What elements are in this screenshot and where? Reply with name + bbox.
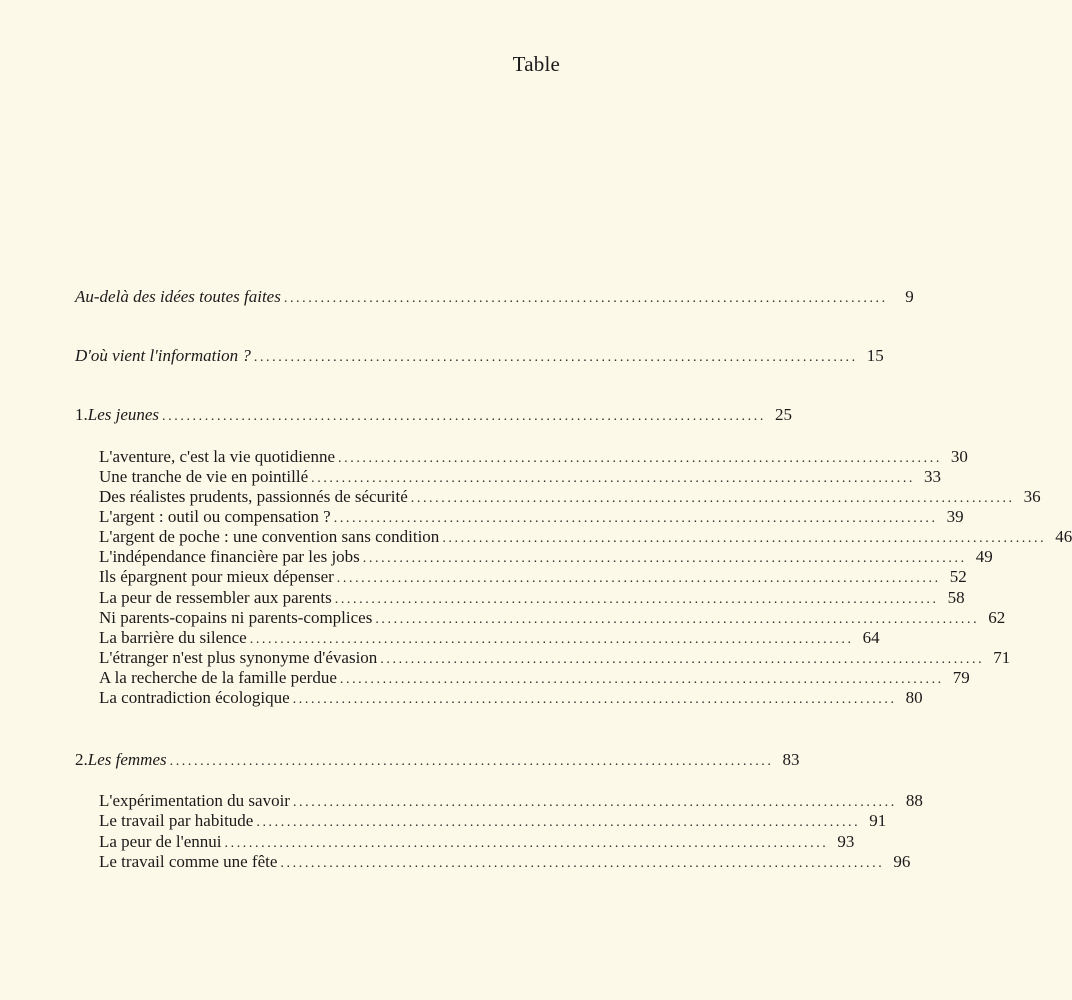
toc-section — [99, 688, 923, 710]
toc-section — [99, 547, 993, 569]
section-page: 52 — [949, 567, 967, 586]
section-title: A la recherche de la famille perdue — [99, 668, 337, 687]
section-page: 88 — [905, 791, 923, 810]
toc-section — [99, 588, 965, 610]
section-title: L'expérimentation du savoir — [99, 791, 290, 810]
section-title: L'étranger n'est plus synonyme d'évasion — [99, 648, 378, 667]
chapter-title: Les femmes — [87, 750, 167, 769]
chapter-heading-1 — [75, 405, 792, 427]
section-page: 96 — [893, 852, 911, 871]
section-title: L'argent : outil ou compensation ? — [99, 507, 331, 526]
section-title: La barrière du silence — [99, 628, 247, 647]
section-title: Le travail comme une fête — [99, 852, 278, 871]
section-title: Ni parents-copains ni parents-complices — [99, 608, 373, 627]
dot-leader: ................................................................................................... — [292, 795, 897, 810]
section-page: 46 — [1055, 527, 1072, 546]
section-page: 91 — [869, 811, 887, 830]
section-page: 58 — [947, 588, 965, 607]
chapter-number: 2. — [75, 750, 88, 769]
dot-leader: ................................................................................................... — [336, 571, 941, 586]
section-page: 36 — [1023, 487, 1041, 506]
toc-section — [99, 447, 968, 469]
toc-section — [99, 608, 1006, 630]
section-title: L'aventure, c'est la vie quotidienne — [99, 447, 336, 466]
toc-section — [99, 791, 923, 813]
dot-leader: ................................................................................................... — [375, 612, 980, 627]
toc-section — [99, 668, 970, 690]
section-page: 30 — [950, 447, 968, 466]
toc-section — [99, 527, 1072, 549]
dot-leader: ................................................................................................... — [256, 815, 861, 830]
dot-leader: ................................................................................................... — [380, 652, 985, 667]
dot-leader: ................................................................................................... — [311, 471, 916, 486]
toc-section — [99, 648, 1011, 670]
toc-entry-information — [75, 346, 884, 368]
toc-entry-page: 9 — [905, 287, 914, 306]
section-title: L'argent de poche : une convention sans condition — [99, 527, 440, 546]
toc-entry-page: 15 — [866, 346, 884, 365]
section-title: Ils épargnent pour mieux dépenser — [99, 567, 334, 586]
section-page: 64 — [862, 628, 880, 647]
dot-leader: ................................................................................................... — [253, 350, 858, 365]
section-page: 49 — [975, 547, 993, 566]
chapter-page: 83 — [782, 750, 800, 769]
chapter-page: 25 — [774, 405, 792, 424]
chapter-title: Les jeunes — [87, 405, 160, 424]
toc-section — [99, 567, 967, 589]
toc-entry-title: D'où vient l'information ? — [75, 346, 251, 365]
dot-leader: ................................................................................................... — [338, 451, 942, 466]
page-title: Table — [512, 52, 560, 76]
dot-leader: ................................................................................................... — [162, 409, 766, 424]
section-page: 62 — [988, 608, 1006, 627]
toc-section — [99, 507, 964, 529]
toc-entry-intro — [75, 287, 914, 309]
section-title: La peur de ressembler aux parents — [99, 588, 332, 607]
toc-section — [99, 467, 942, 489]
section-title: La contradiction écologique — [99, 688, 290, 707]
section-title: La peur de l'ennui — [99, 832, 222, 851]
dot-leader: ................................................................................................... — [442, 531, 1047, 546]
section-page: 39 — [946, 507, 964, 526]
dot-leader: ................................................................................................... — [334, 592, 939, 607]
dot-leader: ................................................................................................... — [249, 632, 854, 647]
dot-leader: ................................................................................................... — [410, 491, 1015, 506]
section-page: 33 — [924, 467, 942, 486]
dot-leader: ................................................................................................... — [224, 836, 829, 851]
dot-leader: ................................................................................................... — [333, 511, 938, 526]
toc-section — [99, 487, 1041, 509]
chapter-heading-2 — [75, 750, 800, 772]
dot-leader: ................................................................................................... — [280, 856, 885, 871]
section-page: 80 — [905, 688, 923, 707]
toc-section — [99, 628, 880, 650]
toc-section — [99, 832, 855, 854]
section-title: Une tranche de vie en pointillé — [99, 467, 309, 486]
section-page: 93 — [837, 832, 855, 851]
section-title: L'indépendance financière par les jobs — [99, 547, 360, 566]
toc-section — [99, 811, 887, 833]
section-page: 79 — [952, 668, 970, 687]
toc-entry-title: Au-delà des idées toutes faites — [75, 287, 281, 306]
toc-section — [99, 852, 911, 874]
section-title: Des réalistes prudents, passionnés de sécurité — [99, 487, 408, 506]
dot-leader: ................................................................................................... — [283, 291, 888, 306]
dot-leader: ................................................................................................... — [292, 692, 897, 707]
section-page: 71 — [993, 648, 1011, 667]
chapter-number: 1. — [75, 405, 88, 424]
section-title: Le travail par habitude — [99, 811, 254, 830]
dot-leader: ................................................................................................... — [362, 551, 967, 566]
dot-leader: ................................................................................................... — [169, 754, 774, 769]
dot-leader: ................................................................................................... — [339, 672, 944, 687]
